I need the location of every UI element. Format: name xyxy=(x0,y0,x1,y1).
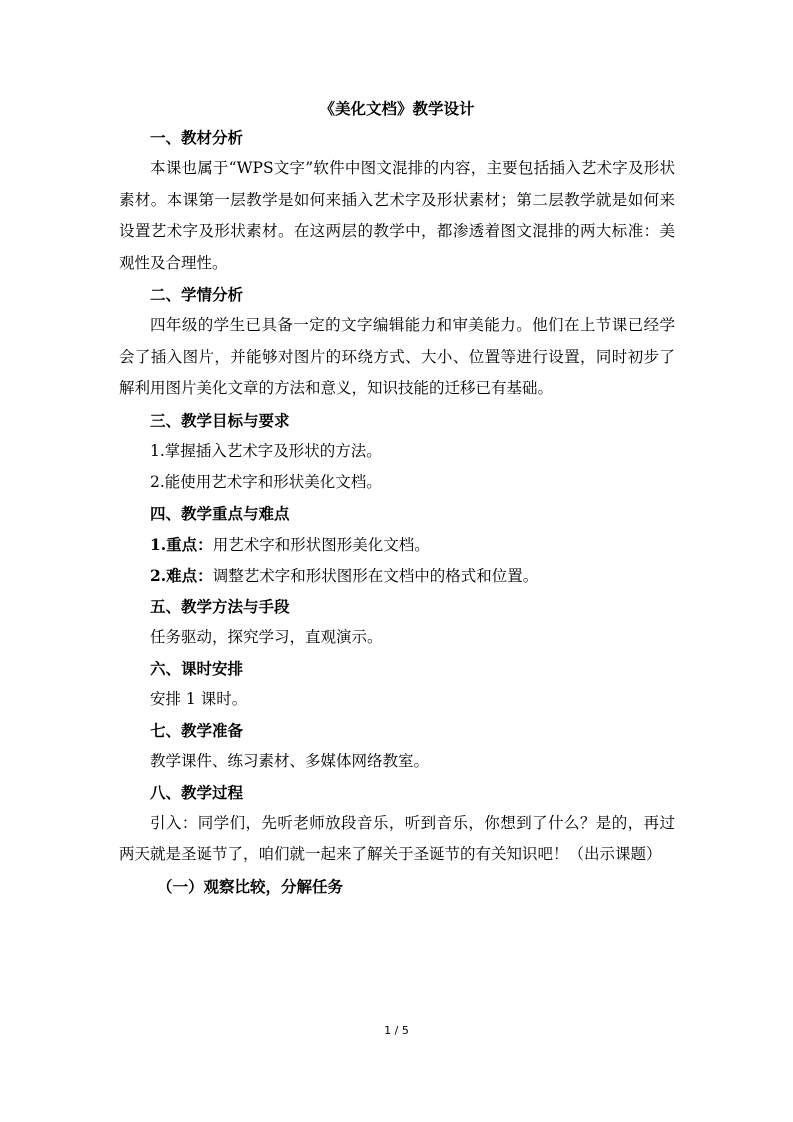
difficulty-line xyxy=(119,560,675,591)
document-title: 《美化文档》教学设计 xyxy=(319,99,475,118)
subsection-heading-observe: （一）观察比较，分解任务 xyxy=(157,876,344,896)
paragraph-textbook-analysis: 本课也属于“WPS文字”软件中图文混排的内容，主要包括插入艺术字及形状素材。本课第一层教学是如何来插入艺术字及形状素材；第二层教学就是如何来设置艺术字及形状素材。在这两层的教学中，都渗透着图文混排的两大标准：美观性及合理性。 xyxy=(119,159,675,272)
paragraph-schedule: 安排 1 课时。 xyxy=(150,689,248,708)
section-heading-textbook-analysis: 一、教材分析 xyxy=(150,128,244,147)
paragraph-introduction: 引入：同学们，先听老师放段音乐，听到音乐，你想到了什么？是的，再过两天就是圣诞节了，咱们就一起来了解关于圣诞节的有关知识吧！（出示课题） xyxy=(119,813,675,863)
section-heading-preparation: 七、教学准备 xyxy=(150,720,244,740)
difficulty-text: 调整艺术字和形状图形在文档中的格式和位置。 xyxy=(212,566,539,585)
section-heading-methods: 五、教学方法与手段 xyxy=(150,596,290,616)
section-heading-student-analysis: 二、学情分析 xyxy=(150,285,244,304)
goal-item-1: 1.掌握插入艺术字及形状的方法。 xyxy=(150,441,382,460)
paragraph-student-analysis: 四年级的学生已具备一定的文字编辑能力和审美能力。他们在上节课已经学会了插入图片，并能够对图片的环绕方式、大小、位置等进行设置，同时初步了解利用图片美化文章的方法和意义，知识技能的迁移已有基础。 xyxy=(119,316,675,397)
goal-item-2: 2.能使用艺术字和形状美化文档。 xyxy=(150,472,382,491)
key-point-line xyxy=(119,529,675,560)
section-heading-goals: 三、教学目标与要求 xyxy=(150,410,290,430)
section-heading-schedule: 六、课时安排 xyxy=(150,658,244,678)
section-heading-key-points: 四、教学重点与难点 xyxy=(150,503,290,523)
key-point-text: 用艺术字和形状图形美化文档。 xyxy=(212,535,430,554)
section-heading-process: 八、教学过程 xyxy=(150,782,244,802)
document-page xyxy=(119,96,675,902)
page-number: 1 / 5 xyxy=(384,1024,409,1037)
paragraph-preparation: 教学课件、练习素材、多媒体网络教室。 xyxy=(150,751,430,770)
key-point-label: 1.重点： xyxy=(150,534,213,554)
paragraph-methods: 任务驱动，探究学习，直观演示。 xyxy=(150,627,383,646)
difficulty-label: 2.难点： xyxy=(150,565,213,585)
